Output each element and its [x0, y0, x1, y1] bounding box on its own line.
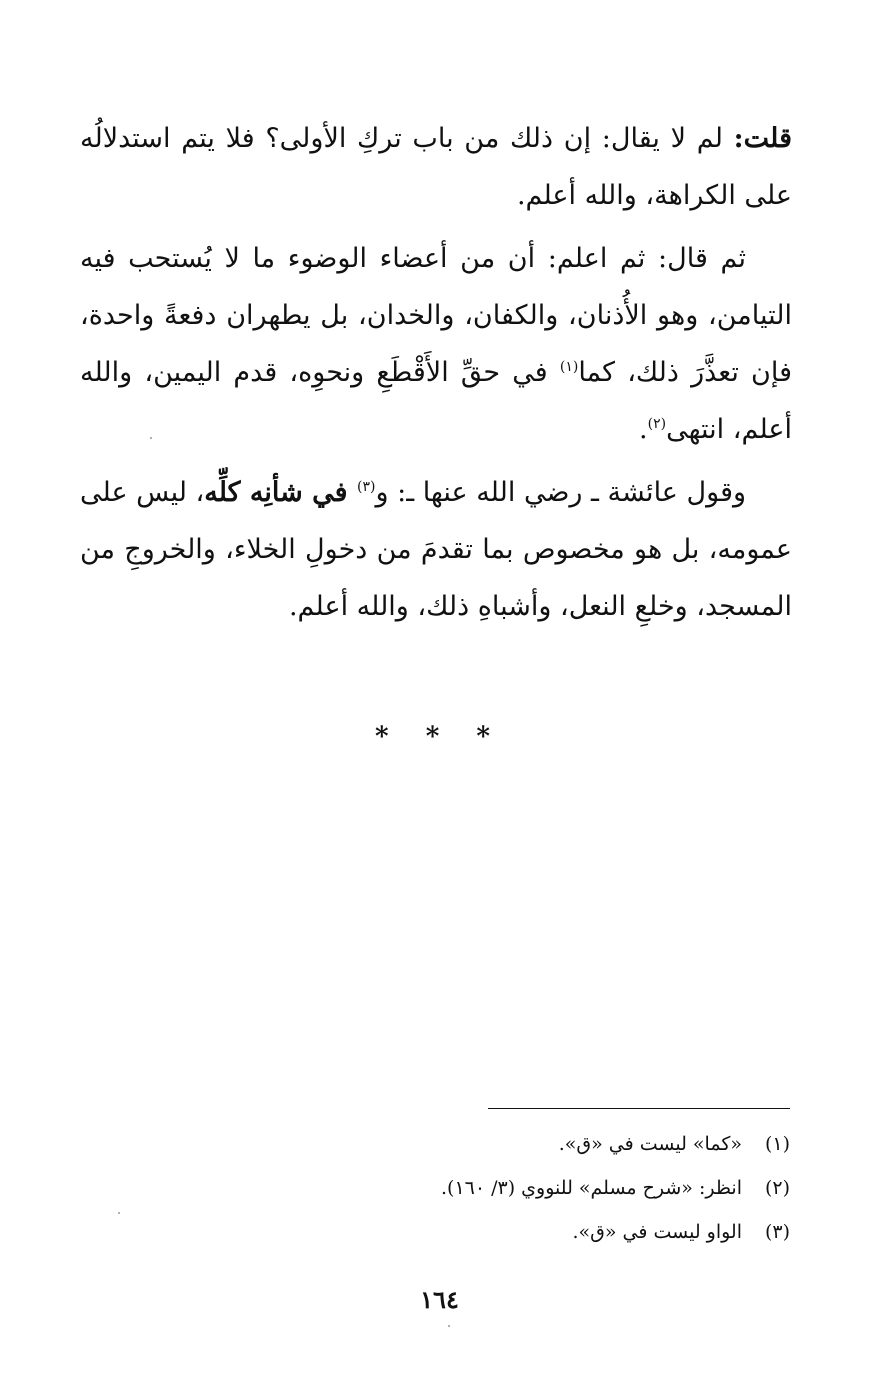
paragraph-1-text: لم لا يقال: إن ذلك من باب تركِ الأولى؟ فلا يتم استدلالُه على الكراهة، والله أعلم.	[80, 123, 792, 211]
footnotes	[300, 1122, 790, 1254]
footnote-divider	[488, 1108, 790, 1109]
paragraph-2-text-c: .	[639, 414, 648, 445]
section-separator: * * *	[375, 722, 504, 752]
footnote-text: «كما» ليست في «ق».	[558, 1133, 742, 1155]
lead-word: قلت:	[733, 123, 792, 154]
paragraph-3-text-a: وقول عائشة ـ رضي الله عنها ـ: و	[375, 477, 747, 508]
footnote-ref-2: (٢)	[647, 416, 667, 432]
paragraph-2-text-b: في حقِّ الأَقْطَعِ ونحوِه، قدم اليمين، والله أعلم، انتهى	[80, 357, 792, 445]
footnote-text: الواو ليست في «ق».	[572, 1221, 742, 1243]
footnote-2	[300, 1166, 790, 1210]
paragraph-3	[80, 464, 792, 635]
scan-speck	[448, 1325, 450, 1327]
paragraph-2	[80, 230, 792, 458]
paragraph-2-text-a: ثم قال: ثم اعلم: أن من أعضاء الوضوء ما لا يُستحب فيه التيامن، وهو الأُذنان، والكفان، والخدان، بل يطهران دفعةً واحدة، فإن تعذَّرَ ذلك، كما	[80, 243, 792, 388]
scan-speck	[118, 1212, 120, 1214]
footnote-number: (١)	[764, 1133, 790, 1155]
footnote-text: انظر: «شرح مسلم» للنووي (٣/ ١٦٠).	[440, 1177, 742, 1199]
footnote-number: (٢)	[764, 1177, 790, 1199]
page-number: ١٦٤	[420, 1285, 459, 1314]
footnote-ref-1: (١)	[559, 359, 579, 375]
footnote-ref-3: (٣)	[357, 479, 376, 495]
main-text	[80, 110, 792, 641]
quoted-phrase: في شأنِه كلِّه	[204, 477, 357, 508]
scan-speck	[150, 437, 152, 439]
footnote-number: (٣)	[764, 1221, 790, 1243]
paragraph-1	[80, 110, 792, 224]
paragraph-3-text-b: ، ليس على عمومه، بل هو مخصوص بما تقدمَ من دخولِ الخلاء، والخروجِ من المسجد، وخلعِ النعل، وأشباهِ ذلك، والله أعلم.	[80, 477, 792, 622]
footnote-3	[300, 1210, 790, 1254]
footnote-1	[300, 1122, 790, 1166]
